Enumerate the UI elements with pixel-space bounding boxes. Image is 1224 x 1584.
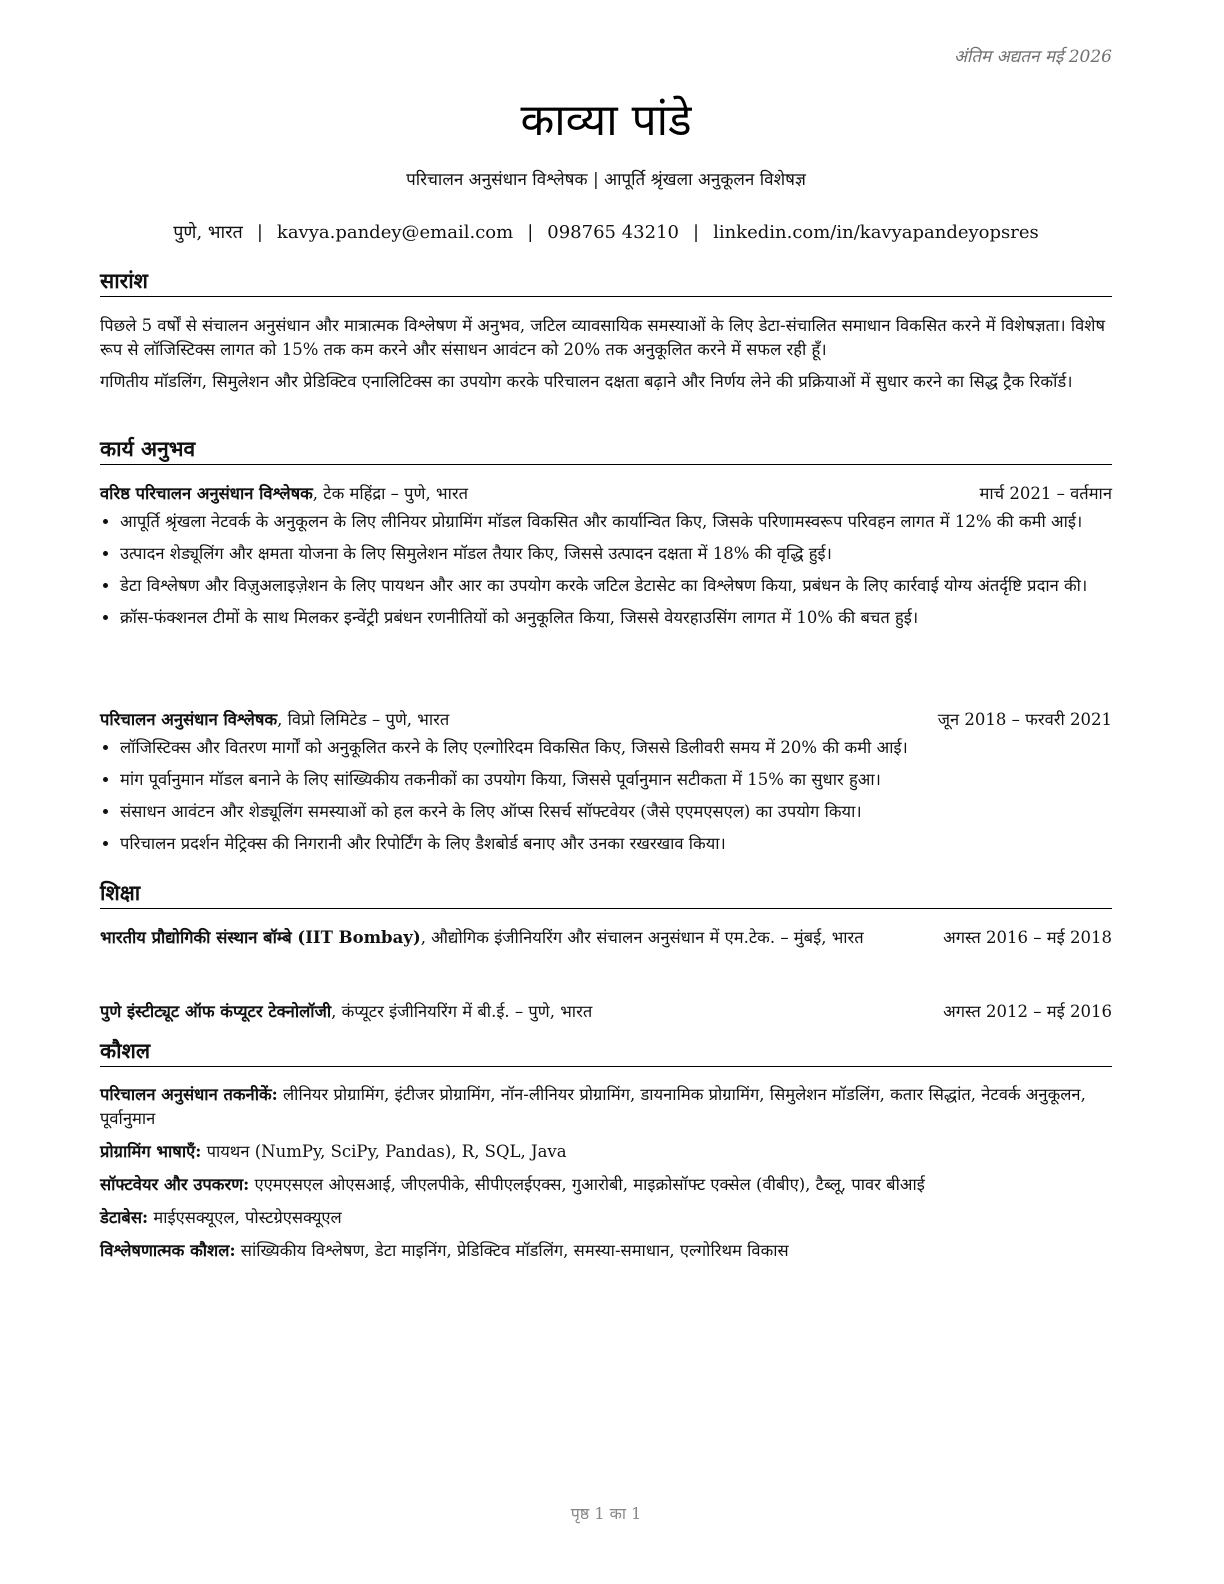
candidate-name: काव्या पांडे xyxy=(520,95,692,146)
list-item: • लॉजिस्टिक्स और वितरण मार्गों को अनुकूलित करने के लिए एल्गोरिदम विकसित किए, जिससे डिलीवरी समय में 20% की कमी आई। xyxy=(120,736,1112,760)
education-detail: , औद्योगिक इंजीनियरिंग और संचालन अनुसंधान में एम.टेक. – मुंबई, भारत xyxy=(420,928,864,947)
job-org: , टेक महिंद्रा – पुणे, भारत xyxy=(312,484,468,503)
skill-line xyxy=(100,1173,1112,1197)
job-org: , विप्रो लिमिटेड – पुणे, भारत xyxy=(277,710,450,729)
job-title: वरिष्ठ परिचालन अनुसंधान विश्लेषक xyxy=(100,484,313,503)
contact-separator: | xyxy=(527,222,534,243)
job-bullets xyxy=(100,510,1112,630)
resume-page xyxy=(100,0,1112,1584)
education-dates: अगस्त 2016 – मई 2018 xyxy=(943,928,1112,947)
education-heading: शिक्षा xyxy=(100,880,1112,909)
list-item: • संसाधन आवंटन और शेड्यूलिंग समस्याओं को हल करने के लिए ऑप्स रिसर्च सॉफ्टवेयर (जैसे एएमएसएल) का उपयोग किया। xyxy=(120,800,1112,824)
candidate-tagline: परिचालन अनुसंधान विश्लेषक | आपूर्ति श्रृंखला अनुकूलन विशेषज्ञ xyxy=(406,170,806,190)
skill-value: एएमएसएल ओएसआई, जीएलपीके, सीपीएलईएक्स, गुआरोबी, माइक्रोसॉफ्ट एक्सेल (वीबीए), टैब्लू, पावर बीआई xyxy=(249,1175,925,1194)
list-item: • डेटा विश्लेषण और विज़ुअलाइज़ेशन के लिए पायथन और आर का उपयोग करके जटिल डेटासेट का विश्लेषण किया, प्रबंधन के लिए कार्रवाई योग्य अंतर्दृष्टि प्रदान की। xyxy=(120,574,1112,598)
skill-label: विश्लेषणात्मक कौशल: xyxy=(100,1241,236,1260)
page-number: पृष्ठ 1 का 1 xyxy=(570,1504,642,1523)
education-school: पुणे इंस्टीट्यूट ऑफ कंप्यूटर टेक्नोलॉजी xyxy=(100,1002,332,1021)
job-bullets xyxy=(100,736,1112,856)
job-entry-2 xyxy=(100,708,1112,864)
job-header xyxy=(100,708,1112,732)
education-entry-1 xyxy=(100,926,1112,950)
summary-heading: सारांश xyxy=(100,268,1112,297)
contact-linkedin[interactable]: linkedin.com/in/kavyapandeyopsres xyxy=(713,222,1039,243)
list-item: • क्रॉस-फंक्शनल टीमों के साथ मिलकर इन्वेंट्री प्रबंधन रणनीतियों को अनुकूलित किया, जिससे वेयरहाउसिंग लागत में 10% की बचत हुई। xyxy=(120,606,1112,630)
contact-separator: | xyxy=(256,222,263,243)
skills-heading: कौशल xyxy=(100,1038,1112,1067)
contact-email[interactable]: kavya.pandey@email.com xyxy=(276,222,514,243)
contact-line xyxy=(100,220,1112,244)
skill-value: माईएसक्यूएल, पोस्टग्रेएसक्यूएल xyxy=(148,1208,342,1227)
contact-location: पुणे, भारत xyxy=(173,222,243,243)
contact-separator: | xyxy=(692,222,700,243)
last-updated: अंतिम अद्यतन मई 2026 xyxy=(953,47,1112,67)
job-dates: जून 2018 – फरवरी 2021 xyxy=(937,710,1112,729)
skill-value: सांख्यिकीय विश्लेषण, डेटा माइनिंग, प्रेडिक्टिव मॉडलिंग, समस्या-समाधान, एल्गोरिथम विकास xyxy=(235,1241,789,1260)
skill-line xyxy=(100,1083,1112,1131)
summary-paragraph-2: गणितीय मॉडलिंग, सिमुलेशन और प्रेडिक्टिव एनालिटिक्स का उपयोग करके परिचालन दक्षता बढ़ाने और निर्णय लेने की प्रक्रियाओं में सुधार करने का सिद्ध ट्रैक रिकॉर्ड। xyxy=(100,372,1073,391)
list-item: • परिचालन प्रदर्शन मेट्रिक्स की निगरानी और रिपोर्टिंग के लिए डैशबोर्ड बनाए और उनका रखरखाव किया। xyxy=(120,832,1112,856)
skill-value: पायथन (NumPy, SciPy, Pandas), R, SQL, Java xyxy=(201,1142,567,1161)
summary-section xyxy=(100,314,1112,402)
experience-heading: कार्य अनुभव xyxy=(100,436,1112,465)
education-entry-2 xyxy=(100,1000,1112,1024)
skill-label: परिचालन अनुसंधान तकनीकें: xyxy=(100,1085,278,1104)
contact-phone[interactable]: 098765 43210 xyxy=(547,222,679,243)
skills-section xyxy=(100,1083,1112,1272)
list-item: • उत्पादन शेड्यूलिंग और क्षमता योजना के लिए सिमुलेशन मॉडल तैयार किए, जिससे उत्पादन दक्षता में 18% की वृद्धि हुई। xyxy=(120,542,1112,566)
skill-line xyxy=(100,1140,1112,1164)
job-header xyxy=(100,482,1112,506)
skill-line xyxy=(100,1239,1112,1263)
skill-value: लीनियर प्रोग्रामिंग, इंटीजर प्रोग्रामिंग, नॉन-लीनियर प्रोग्रामिंग, डायनामिक प्रोग्रामिंग, सिमुलेशन मॉडलिंग, कतार सिद्धांत, नेटवर्क अनुकूलन, पूर्वानुमान xyxy=(100,1085,1086,1128)
skill-label: प्रोग्रामिंग भाषाएँ: xyxy=(100,1142,202,1161)
list-item: • मांग पूर्वानुमान मॉडल बनाने के लिए सांख्यिकीय तकनीकों का उपयोग किया, जिससे पूर्वानुमान सटीकता में 15% का सुधार हुआ। xyxy=(120,768,1112,792)
education-detail: , कंप्यूटर इंजीनियरिंग में बी.ई. – पुणे, भारत xyxy=(331,1002,593,1021)
skill-label: डेटाबेस: xyxy=(100,1208,149,1227)
summary-paragraph-1: पिछले 5 वर्षों से संचालन अनुसंधान और मात्रात्मक विश्लेषण में अनुभव, जटिल व्यावसायिक समस्याओं के लिए डेटा-संचालित समाधान विकसित करने में विशेषज्ञता। विशेष रूप से लॉजिस्टिक्स लागत को 15% तक कम करने और संसाधन आवंटन को 20% तक अनुकूलित करने में सफल रही हूँ। xyxy=(100,316,1106,359)
job-title: परिचालन अनुसंधान विश्लेषक xyxy=(100,710,278,729)
job-entry-1 xyxy=(100,482,1112,638)
skill-line xyxy=(100,1206,1112,1230)
skill-label: सॉफ्टवेयर और उपकरण: xyxy=(100,1175,250,1194)
education-dates: अगस्त 2012 – मई 2016 xyxy=(943,1002,1112,1021)
job-dates: मार्च 2021 – वर्तमान xyxy=(979,484,1112,503)
list-item: • आपूर्ति श्रृंखला नेटवर्क के अनुकूलन के लिए लीनियर प्रोग्रामिंग मॉडल विकसित और कार्यान्वित किए, जिसके परिणामस्वरूप परिवहन लागत में 12% की कमी आई। xyxy=(120,510,1112,534)
education-school: भारतीय प्रौद्योगिकी संस्थान बॉम्बे (IIT Bombay) xyxy=(100,928,421,947)
